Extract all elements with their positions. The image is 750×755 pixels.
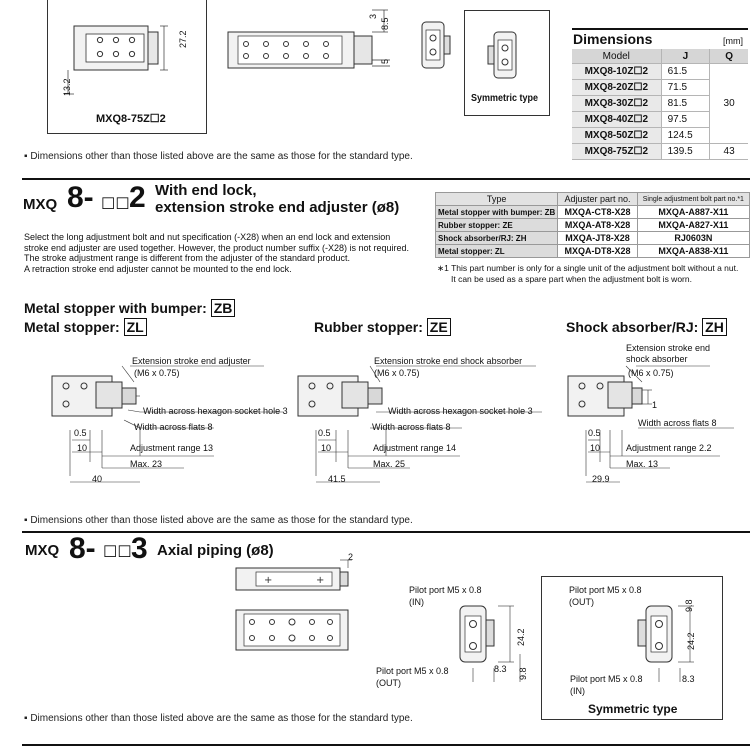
- zb-label: Metal stopper with bumper:: [24, 300, 207, 316]
- dimensions-title: Dimensions: [573, 31, 653, 47]
- d98b: 9.8: [684, 599, 694, 612]
- dim-j: 97.5: [661, 112, 710, 128]
- parts-header-adjuster: Adjuster part no.: [558, 193, 637, 206]
- section2-note-text: Dimensions other than those listed above are the same as those for the standard type.: [30, 515, 413, 526]
- parts-footnote: [437, 263, 749, 285]
- symmetric-end-view: [484, 26, 524, 86]
- d1-hex: Width across hexagon socket hole 3: [143, 406, 288, 416]
- parts-bolt: MXQA-A827-X11: [637, 219, 749, 232]
- symmetric-label-axial: Symmetric type: [588, 702, 678, 716]
- parts-row: [436, 245, 750, 258]
- top-note: [24, 150, 413, 163]
- parts-header-type: Type: [436, 193, 558, 206]
- d242b: 24.2: [686, 632, 696, 650]
- section3-note-text: Dimensions other than those listed above are the same as those for the standard type.: [30, 713, 413, 724]
- dim-header-q: Q: [710, 49, 748, 64]
- parts-type: Shock absorber/RJ: ZH: [436, 232, 558, 245]
- section2-heading1: With end lock,: [155, 182, 257, 199]
- d1-10: 10: [77, 443, 88, 453]
- dim-j: 124.5: [661, 128, 710, 144]
- front-dim-27: 27.2: [178, 30, 188, 48]
- symmetric-label-top: Symmetric type: [471, 93, 539, 104]
- section3-digit: 3: [131, 532, 148, 565]
- section2-prefix: MXQ: [23, 196, 58, 213]
- parts-adjuster: MXQA-DT8-X28: [558, 245, 637, 258]
- section2-description: [24, 232, 434, 274]
- svg-text:+: +: [316, 575, 325, 586]
- dim-j: 81.5: [661, 96, 710, 112]
- dim-row: [572, 144, 748, 160]
- dim-model: MXQ8-10Z☐2: [572, 64, 661, 80]
- ze-tag: ZE: [427, 318, 451, 336]
- dimensions-unit: [mm]: [723, 36, 743, 46]
- footnote-mark: ∗1: [437, 263, 449, 273]
- svg-text:+: +: [264, 575, 273, 586]
- d83a: 8.3: [494, 664, 507, 674]
- section3-big: 8-: [69, 532, 96, 565]
- parts-adjuster: MXQA-CT8-X28: [558, 206, 637, 219]
- dim-j: 71.5: [661, 80, 710, 96]
- section3-prefix: MXQ: [25, 542, 60, 559]
- dim-model: MXQ8-50Z☐2: [572, 128, 661, 144]
- parts-bolt: RJ0603N: [637, 232, 749, 245]
- out-1: (OUT): [376, 678, 401, 688]
- parts-row: [436, 206, 750, 219]
- parts-type: Rubber stopper: ZE: [436, 219, 558, 232]
- dim-model: MXQ8-40Z☐2: [572, 112, 661, 128]
- bullet-icon: ▪: [24, 515, 31, 526]
- footnote-text-1: This part number is only for a single unit of the adjustment bolt without a nut.: [451, 263, 739, 273]
- d242a: 24.2: [516, 628, 526, 646]
- d3-05: 0.5: [588, 428, 601, 438]
- d3-10: 10: [590, 443, 601, 453]
- side-dim-3: 3: [368, 13, 378, 19]
- d1-m6: (M6 x 0.75): [134, 368, 180, 378]
- pilot-out-2: Pilot port M5 x 0.8: [569, 585, 642, 595]
- pilot-out-1: Pilot port M5 x 0.8: [376, 666, 449, 676]
- top-note-text: Dimensions other than those listed above are the same as those for the standard type.: [30, 151, 413, 162]
- d2-adj: Adjustment range 14: [373, 443, 457, 453]
- section3-note: [24, 712, 413, 725]
- d2-415: 41.5: [328, 474, 346, 484]
- zb-heading: [24, 300, 235, 316]
- d1-adj: Adjustment range 13: [130, 443, 214, 453]
- section2-heading2: extension stroke end adjuster (ø8): [155, 199, 400, 216]
- adjuster-parts-table: [435, 192, 750, 258]
- d3-ext2: shock absorber: [626, 354, 688, 364]
- d1-flats: Width across flats 8: [134, 422, 213, 432]
- zl-heading: [24, 319, 147, 335]
- ze-label: Rubber stopper:: [314, 319, 423, 335]
- zl-tag: ZL: [124, 318, 147, 336]
- dim-j: 139.5: [661, 144, 710, 160]
- bottom-rule: [22, 744, 750, 746]
- dimensions-top-rule: [572, 28, 748, 30]
- parts-bolt: MXQA-A838-X11: [637, 245, 749, 258]
- zl-label: Metal stopper:: [24, 319, 120, 335]
- dim-header-model: Model: [572, 49, 661, 64]
- footnote-line-1: [437, 263, 749, 274]
- dim-model: MXQ8-20Z☐2: [572, 80, 661, 96]
- bullet-icon: ▪: [24, 151, 31, 162]
- in-2: (IN): [570, 686, 585, 696]
- section2-note: [24, 514, 413, 527]
- section3-boxes: ☐☐: [103, 544, 132, 561]
- parts-type: Metal stopper with bumper: ZB: [436, 206, 558, 219]
- parts-row: [436, 219, 750, 232]
- bullet-icon: ▪: [24, 713, 31, 724]
- d3-max: Max. 13: [626, 459, 659, 469]
- dim-row: [572, 64, 748, 80]
- in-1: (IN): [409, 597, 424, 607]
- d2-m6: (M6 x 0.75): [374, 368, 420, 378]
- d3-299: 29.9: [592, 474, 610, 484]
- section2-digit: 2: [129, 181, 146, 214]
- dimensions-table: [572, 49, 748, 160]
- parts-row: [436, 232, 750, 245]
- ze-heading: [314, 319, 451, 335]
- zb-tag: ZB: [211, 299, 236, 317]
- axial-side-view: [230, 606, 360, 656]
- desc-line: A retraction stroke end adjuster cannot be mounted to the end lock.: [24, 263, 292, 274]
- dim-header-j: J: [661, 49, 710, 64]
- pilot-in-2: Pilot port M5 x 0.8: [570, 674, 643, 684]
- d2-05: 0.5: [318, 428, 331, 438]
- dim-q-last: 43: [710, 144, 748, 160]
- d3-m6: (M6 x 0.75): [628, 368, 674, 378]
- section3-heading: Axial piping (ø8): [157, 542, 274, 559]
- d3-one: 1: [652, 400, 658, 410]
- d2-flats: Width across flats 8: [372, 422, 451, 432]
- desc-line: The stroke adjustment range is different from the adjuster of the standard product.: [24, 253, 351, 263]
- parts-bolt: MXQA-A887-X11: [637, 206, 749, 219]
- axial-end-view-symmetric: [620, 594, 710, 684]
- d2-max: Max. 25: [373, 459, 406, 469]
- d3-flats: Width across flats 8: [638, 418, 717, 428]
- dim-model: MXQ8-75Z☐2: [572, 144, 661, 160]
- d83b: 8.3: [682, 674, 695, 684]
- desc-line: Select the long adjustment bolt and nut specification (-X28) when an end lock and extension: [24, 232, 391, 242]
- front-dim-13: 13.2: [62, 78, 72, 96]
- dim-q-group: 30: [710, 64, 748, 144]
- parts-type: Metal stopper: ZL: [436, 245, 558, 258]
- d2-ext: Extension stroke end shock absorber: [374, 356, 523, 366]
- out-2: (OUT): [569, 597, 594, 607]
- zh-label: Shock absorber/RJ:: [566, 319, 699, 335]
- pilot-in-1: Pilot port M5 x 0.8: [409, 585, 482, 595]
- end-view-drawing: [414, 16, 454, 76]
- d1-40: 40: [92, 474, 103, 484]
- front-model-label: MXQ8-75Z☐2: [96, 113, 166, 125]
- parts-adjuster: MXQA-JT8-X28: [558, 232, 637, 245]
- section2-big: 8-: [67, 181, 94, 214]
- section2-rule: [22, 178, 750, 180]
- d1-ext: Extension stroke end adjuster: [132, 356, 251, 366]
- d3-ext1: Extension stroke end: [626, 343, 711, 353]
- d98a: 9.8: [518, 667, 528, 680]
- desc-line: stroke end adjuster are used together. However, the product number suffix (-X28) is not required.: [24, 242, 410, 253]
- d3-adj: Adjustment range 2.2: [626, 443, 712, 453]
- section3-dim2: 2: [348, 552, 354, 562]
- zh-tag: ZH: [702, 318, 727, 336]
- zh-heading: [566, 319, 727, 335]
- section2-boxes: ☐☐: [101, 196, 130, 213]
- dim-model: MXQ8-30Z☐2: [572, 96, 661, 112]
- d2-10: 10: [321, 443, 332, 453]
- d1-05: 0.5: [74, 428, 87, 438]
- axial-top-view: [230, 556, 360, 596]
- d2-hex: Width across hexagon socket hole 3: [388, 406, 533, 416]
- parts-adjuster: MXQA-AT8-X28: [558, 219, 637, 232]
- side-dim-5: 5: [380, 58, 390, 64]
- footnote-line-2: It can be used as a spare part when the adjustment bolt is worn.: [451, 274, 692, 284]
- dim-j: 61.5: [661, 64, 710, 80]
- side-dim-85: 8.5: [380, 17, 390, 30]
- d1-max: Max. 23: [130, 459, 163, 469]
- parts-header-bolt: Single adjustment bolt part no.*1: [637, 193, 749, 206]
